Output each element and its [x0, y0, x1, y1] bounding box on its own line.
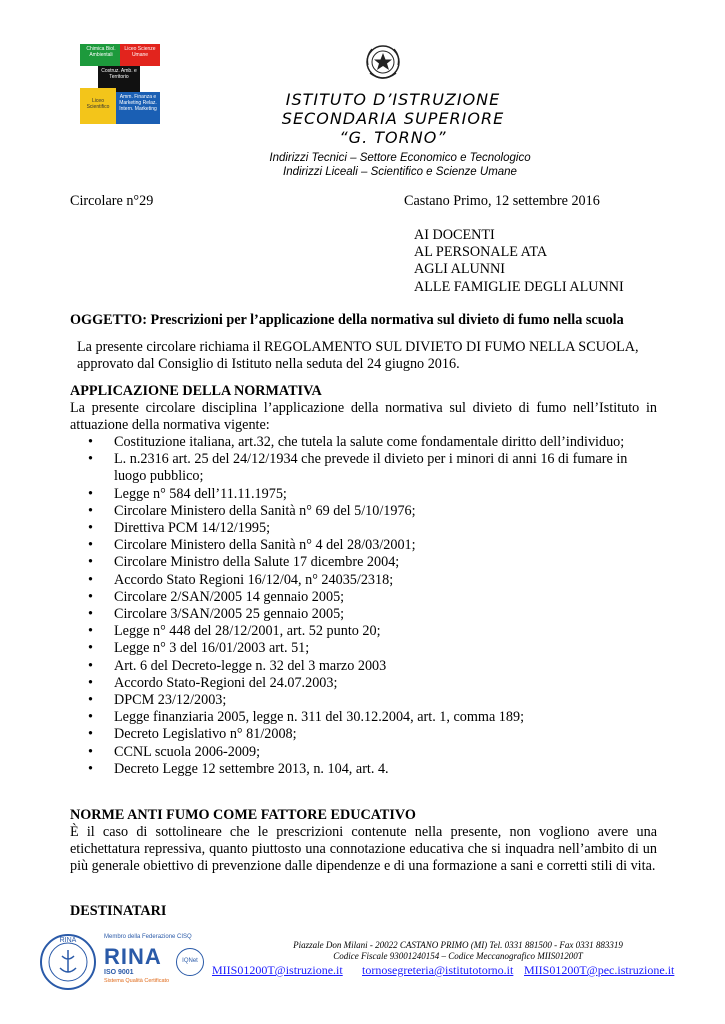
bullet-icon: •: [88, 588, 93, 605]
intro-line-1: La presente circolare richiama il REGOLAMENTO SUL DIVIETO DI FUMO NELLA SCUOLA,: [77, 339, 639, 355]
rina-certification: [38, 932, 208, 992]
footer-codes-line: Codice Fiscale 93001240154 – Codice Meccanografico MIIS01200T: [333, 951, 583, 961]
bullet-icon: •: [88, 520, 93, 537]
logo-piece-scienze-umane: Liceo Scienze Umane: [120, 44, 160, 66]
list-item: • Legge n° 448 del 28/12/2001, art. 52 punto 20;: [88, 623, 381, 640]
list-item: • Legge finanziaria 2005, legge n. 311 del 30.12.2004, art. 1, comma 189;: [88, 709, 525, 726]
list-item: • Art. 6 del Decreto-legge n. 32 del 3 marzo 2003: [88, 657, 387, 674]
bullet-icon: •: [88, 571, 93, 588]
section-applicazione-heading: APPLICAZIONE DELLA NORMATIVA: [70, 383, 322, 399]
section-norme-text: È il caso di sottolineare che le prescrizioni contenute nella presente, non vogliono avere una etichettatura repressiva, quanto piuttosto una connotazione educativa che si inquadra nell’ambito di un più generale obiettivo di prevenzione dalle dipendenze e di una formazione a sani e corretti stili di vita.: [70, 824, 657, 875]
footer-address-line: Piazzale Don Milani - 20022 CASTANO PRIMO (MI) Tel. 0331 881500 - Fax 0331 883319: [293, 940, 623, 950]
iqnet-icon: IQNet: [176, 948, 204, 976]
bullet-icon: •: [88, 726, 93, 743]
list-item: • Circolare 3/SAN/2005 25 gennaio 2005;: [88, 606, 345, 623]
logo-piece-scientifico: Liceo Scientifico: [80, 88, 116, 124]
svg-text:RINA: RINA: [59, 937, 77, 944]
school-title-line3: “G. TORNO”: [339, 128, 447, 147]
bullet-icon: •: [88, 674, 93, 691]
school-title-line2: SECONDARIA SUPERIORE: [281, 109, 505, 128]
email-pec-link[interactable]: MIIS01200T@pec.istruzione.it: [524, 963, 675, 977]
logo-piece-costruzioni: Costruz. Amb. e Territorio: [98, 66, 140, 92]
bullet-icon: •: [88, 451, 93, 468]
rina-iso: ISO 9001: [104, 969, 134, 976]
logo-piece-chimica: Chimica Biol. Ambientali: [80, 44, 122, 66]
republic-emblem-icon: [364, 43, 402, 83]
bullet-icon: •: [88, 606, 93, 623]
rina-system: Sistema Qualità Certificato: [104, 978, 170, 984]
bullet-icon: •: [88, 709, 93, 726]
list-item: • Legge n° 3 del 16/01/2003 art. 51;: [88, 640, 310, 657]
circolare-number: Circolare n°29: [70, 193, 154, 209]
school-title: [258, 90, 528, 147]
bullet-icon: •: [88, 502, 93, 519]
list-item: • Accordo Stato-Regioni del 24.07.2003;: [88, 674, 338, 691]
list-item: • Circolare Ministero della Sanità n° 69 del 5/10/1976;: [88, 502, 416, 519]
rina-member-text: Membro della Federazione CISQ: [104, 934, 192, 940]
subtitle-tecnici: Indirizzi Tecnici – Settore Economico e Tecnologico: [269, 152, 531, 164]
intro-paragraph: [77, 339, 667, 373]
recipient-famiglie: ALLE FAMIGLIE DEGLI ALUNNI: [414, 278, 624, 295]
list-item: • Decreto Legislativo n° 81/2008;: [88, 726, 297, 743]
rina-seal-icon: [38, 932, 98, 992]
list-item: • DPCM 23/12/2003;: [88, 692, 227, 709]
list-item: • Circolare Ministero della Sanità n° 4 del 28/03/2001;: [88, 537, 416, 554]
list-item: • Legge n° 584 dell’11.11.1975;: [88, 485, 287, 502]
bullet-icon: •: [88, 760, 93, 777]
email-istruzione-link[interactable]: MIIS01200T@istruzione.it: [212, 963, 343, 977]
recipients-list: [414, 227, 624, 296]
list-item: • L. n.2316 art. 25 del 24/12/1934 che prevede il divieto per i minori di anni 16 di fumare in luogo pubblico;: [88, 451, 628, 485]
place-date: Castano Primo, 12 settembre 2016: [404, 193, 600, 209]
subject-line: OGGETTO: Prescrizioni per l’applicazione della normativa sul divieto di fumo nella scuola: [70, 312, 624, 328]
school-title-line1: ISTITUTO D’ISTRUZIONE: [285, 90, 501, 109]
bullet-icon: •: [88, 743, 93, 760]
list-item: • Accordo Stato Regioni 16/12/04, n° 24035/2318;: [88, 571, 394, 588]
recipient-docenti: AI DOCENTI: [414, 227, 495, 243]
list-item: • CCNL scuola 2006-2009;: [88, 743, 261, 760]
list-item: • Circolare 2/SAN/2005 14 gennaio 2005;: [88, 588, 345, 605]
bullet-icon: •: [88, 640, 93, 657]
list-item: • Costituzione italiana, art.32, che tutela la salute come fondamentale diritto dell’individuo;: [88, 434, 625, 450]
bullet-icon: •: [88, 485, 93, 502]
normative-list: [70, 434, 660, 778]
section-destinatari-heading: DESTINATARI: [70, 903, 167, 919]
footer-address: [238, 940, 678, 962]
bullet-icon: •: [88, 434, 93, 450]
recipient-ata: AL PERSONALE ATA: [414, 244, 548, 261]
school-logo: [80, 44, 160, 124]
bullet-icon: •: [88, 554, 93, 571]
school-subtitle: [240, 151, 560, 179]
list-item: • Decreto Legge 12 settembre 2013, n. 104, art. 4.: [88, 760, 389, 777]
bullet-icon: •: [88, 623, 93, 640]
email-segreteria-link[interactable]: tornosegreteria@istitutotorno.it: [362, 963, 514, 977]
subtitle-liceali: Indirizzi Liceali – Scientifico e Scienze Umane: [283, 166, 517, 178]
list-item: • Circolare Ministro della Salute 17 dicembre 2004;: [88, 554, 400, 571]
bullet-icon: •: [88, 692, 93, 709]
section-norme-heading: NORME ANTI FUMO COME FATTORE EDUCATIVO: [70, 807, 416, 823]
bullet-icon: •: [88, 537, 93, 554]
intro-line-2: approvato dal Consiglio di Istituto nella seduta del 24 giugno 2016.: [77, 356, 460, 373]
list-item: • Direttiva PCM 14/12/1995;: [88, 520, 271, 537]
bullet-icon: •: [88, 657, 93, 674]
rina-name: RINA: [104, 944, 162, 969]
section-applicazione-text: La presente circolare disciplina l’applicazione della normativa sul divieto di fumo nell’Istituto in attuazione della normativa vigente:: [70, 400, 657, 434]
logo-piece-amministrazione: Amm. Finanza e Marketing Relaz. Intern. Marketing: [116, 92, 160, 124]
recipient-alunni: AGLI ALUNNI: [414, 261, 506, 278]
